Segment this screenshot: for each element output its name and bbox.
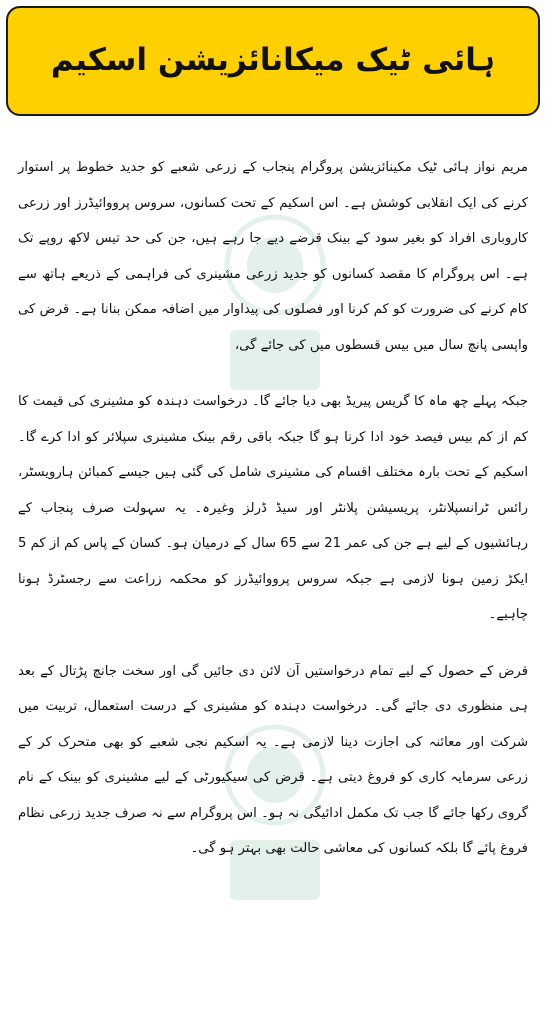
- paragraph-3: قرض کے حصول کے لیے تمام درخواستیں آن لائن دی جائیں گی اور سخت جانچ پڑتال کے بعد ہی منظوری دی جائے گی۔ درخواست دہندہ کو مشینری کے درست استعمال، تربیت میں شرکت اور معائنہ کی اجازت دینا لازمی ہے۔ یہ اسکیم نجی شعبے کو بھی متحرک کر کے زرعی سرمایہ کاری کو فروغ دیتی ہے۔ قرض کی سیکیورٹی کے لیے مشینری کو بینک کے نام گروی رکھا جائے گا جب تک مکمل ادائیگی نہ ہو۔ اس پروگرام سے نہ صرف جدید زرعی نظام فروغ پائے گا بلکہ کسانوں کی معاشی حالت بھی بہتر ہو گی۔: [18, 663, 528, 856]
- title-banner: [6, 6, 540, 116]
- page-title: ہائی ٹیک میکانائزیشن اسکیم: [50, 42, 496, 79]
- paragraph-1: مریم نواز ہائی ٹیک مکینائزیشن پروگرام پنجاب کے زرعی شعبے کو جدید خطوط پر استوار کرنے کی ایک انقلابی کوشش ہے۔ اس اسکیم کے تحت کسانوں، سروس پرووائیڈرز اور زرعی کاروباری افراد کو بغیر سود کے بینک قرضے دیے جا رہے ہیں، جن کی حد تیس لاکھ روپے تک ہے۔ اس پروگرام کا مقصد کسانوں کو جدید زرعی مشینری کی فراہمی کے ذریعے ہاتھ سے کام کرنے کی ضرورت کو کم کرنا اور فصلوں کی پیداوار میں اضافہ ممکن بنانا ہے۔ قرض کی واپسی پانچ سال میں بیس قسطوں میں کی جائے گی،: [18, 160, 528, 353]
- paragraph-2: جبکہ پہلے چھ ماہ کا گریس پیریڈ بھی دیا جائے گا۔ درخواست دہندہ کو مشینری کی قیمت کا کم از کم بیس فیصد خود ادا کرنا ہو گا جبکہ باقی رقم بینک مشینری سپلائر کو ادا کرے گا۔ اسکیم کے تحت بارہ مختلف اقسام کی مشینری شامل کی گئی ہیں جیسے کمبائن ہارویسٹر، رائس ٹرانسپلانٹر، پریسیشن پلانٹر اور سیڈ ڈرلز وغیرہ۔ یہ سہولت صرف پنجاب کے رہائشیوں کے لیے ہے جن کی عمر 21 سے 65 سال کے درمیان ہو۔ کسان کے پاس کم از کم 5 ایکڑ زمین ہونا لازمی ہے جبکہ سروس پرووائیڈرز کو محکمہ زراعت سے رجسٹرڈ ہونا چاہیے۔: [18, 394, 528, 622]
- article-body: [18, 150, 528, 867]
